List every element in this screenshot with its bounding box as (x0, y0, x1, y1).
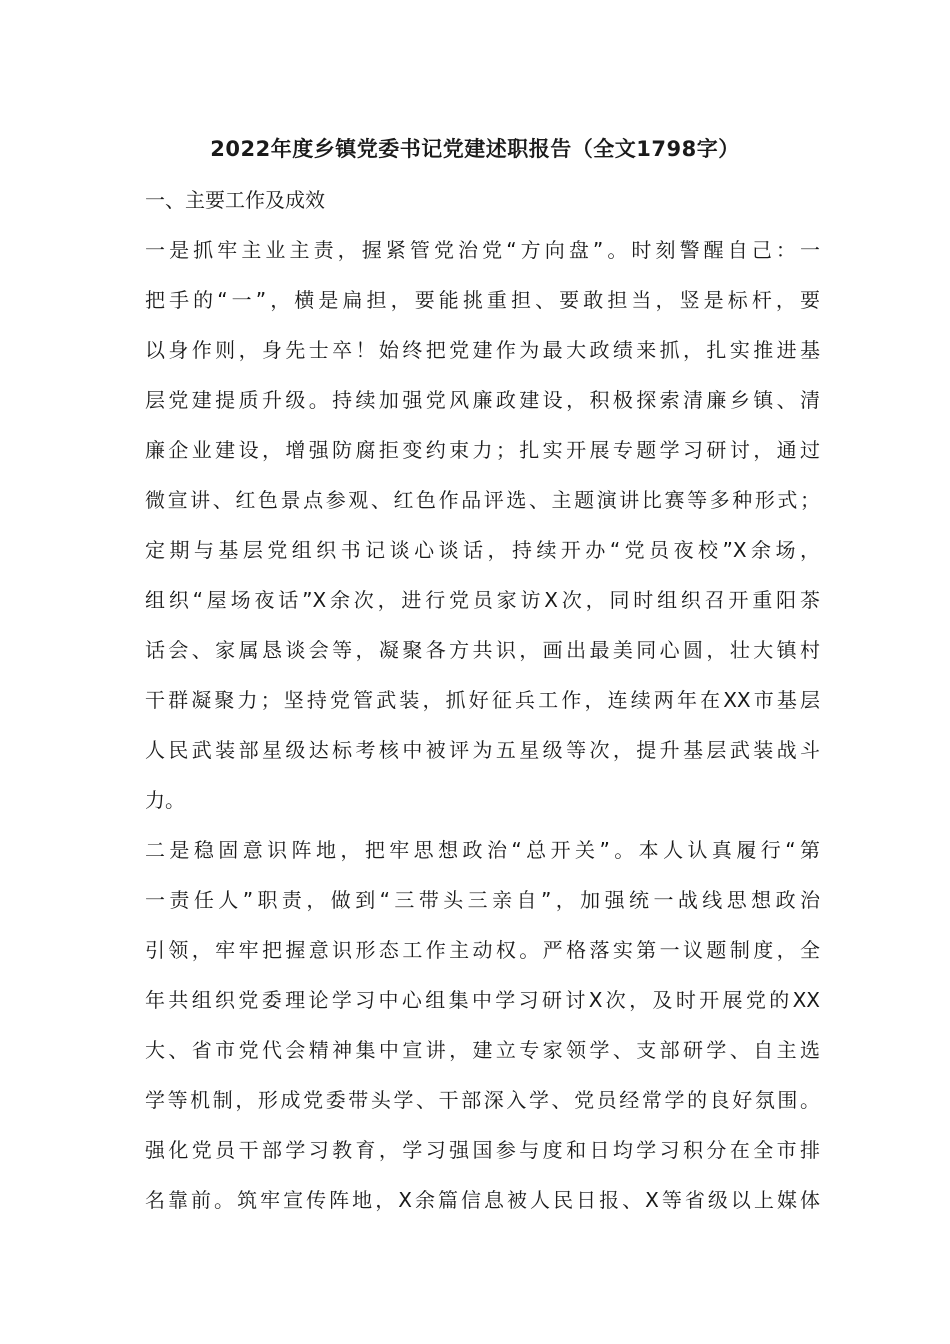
body-line: 学等机制，形成党委带头学、干部深入学、党员经常学的良好氛围。 (145, 1088, 820, 1112)
body-line: 强化党员干部学习教育，学习强国参与度和日均学习积分在全市排 (145, 1138, 820, 1162)
body-line: 微宣讲、红色景点参观、红色作品评选、主题演讲比赛等多种形式； (145, 488, 820, 512)
document-body (145, 182, 820, 1232)
body-line: 把手的“一”，横是扁担，要能挑重担、要敢担当，竖是标杆，要 (145, 288, 820, 312)
body-line: 一是抓牢主业主责，握紧管党治党“方向盘”。时刻警醒自己：一 (145, 238, 820, 262)
body-line: 组织“屋场夜话”X余次，进行党员家访X次，同时组织召开重阳茶 (145, 588, 820, 612)
body-line: 定期与基层党组织书记谈心谈话，持续开办“党员夜校”X余场， (145, 538, 820, 562)
body-line: 力。 (145, 788, 185, 812)
body-line: 话会、家属恳谈会等，凝聚各方共识，画出最美同心圆，壮大镇村 (145, 638, 820, 662)
body-line: 名靠前。筑牢宣传阵地，X余篇信息被人民日报、X等省级以上媒体 (145, 1188, 820, 1212)
body-line: 年共组织党委理论学习中心组集中学习研讨X次，及时开展党的XX (145, 988, 820, 1012)
body-line: 二是稳固意识阵地，把牢思想政治“总开关”。本人认真履行“第 (145, 838, 820, 862)
body-line: 大、省市党代会精神集中宣讲，建立专家领学、支部研学、自主选 (145, 1038, 820, 1062)
body-line: 一责任人”职责，做到“三带头三亲自”，加强统一战线思想政治 (145, 888, 820, 912)
body-line: 引领，牢牢把握意识形态工作主动权。严格落实第一议题制度，全 (145, 938, 820, 962)
body-line: 层党建提质升级。持续加强党风廉政建设，积极探索清廉乡镇、清 (145, 388, 820, 412)
body-line: 人民武装部星级达标考核中被评为五星级等次，提升基层武装战斗 (145, 738, 820, 762)
body-line: 干群凝聚力；坚持党管武装，抓好征兵工作，连续两年在XX市基层 (145, 688, 820, 712)
body-line: 以身作则，身先士卒！始终把党建作为最大政绩来抓，扎实推进基 (145, 338, 820, 362)
body-line: 廉企业建设，增强防腐拒变约束力；扎实开展专题学习研讨，通过 (145, 438, 820, 462)
section-heading: 一、主要工作及成效 (145, 188, 325, 212)
document-title: 2022年度乡镇党委书记党建述职报告（全文1798字） (210, 137, 740, 161)
